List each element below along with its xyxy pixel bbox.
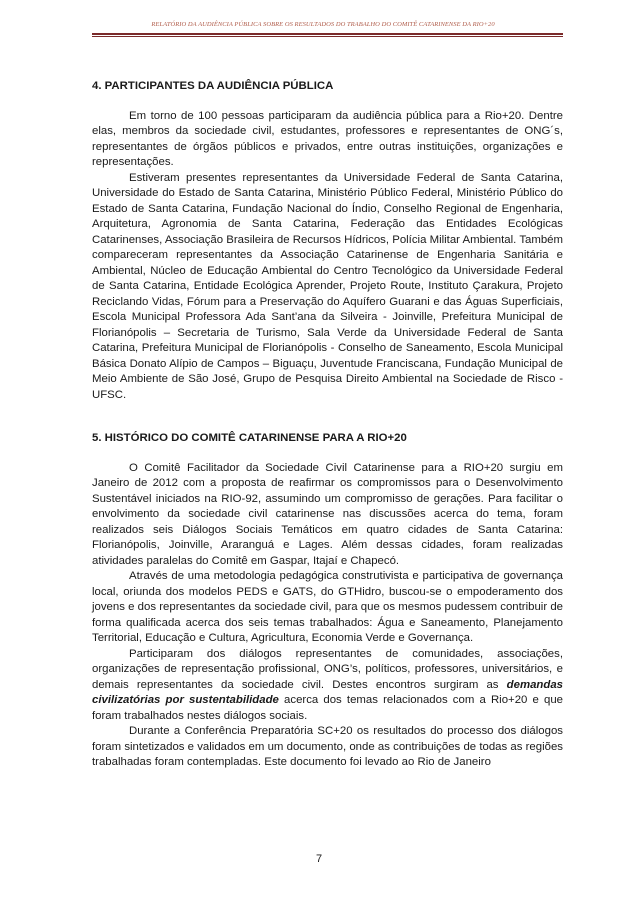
emphasized-phrase: demandas civilizatórias por sustentabilidade xyxy=(92,678,563,706)
section-4-paragraph-1: Em torno de 100 pessoas participaram da audiência pública para a Rio+20. Dentre elas, membros da sociedade civil, estudantes, professores e representantes de ONG´s, representantes de órgãos públicos e privados, entre outras instituições, organizações e representações. xyxy=(92,109,563,168)
section-4-paragraph-2: Estiveram presentes representantes da Universidade Federal de Santa Catarina, Universidade do Estado de Santa Catarina, Ministério Público Federal, Ministério Público do Estado de Santa Catarina, Fundação Nacional do Índio, Conselho Regional de Engenharia, Arquitetura, Agronomia de Santa Catarina, Federação das Entidades Ecológicas Catarinenses, Associação Brasileira de Recursos Hídricos, Polícia Militar Ambiental. Também compareceram representantes da Associação Catarinense de Engenharia Sanitária e Ambiental, Núcleo de Educação Ambiental do Centro Tecnológico da Universidade Federal de Santa Catarina, Entidade Ecológica Aprender, Projeto Route, Instituto Çarakura, Projeto Reciclando Vidas, Fórum para a Preservação do Aquífero Guarani e das Águas Superficiais, Escola Municipal Professora Ada Sant’ana da Silveira - Joinville, Prefeitura Municipal de Florianópolis – Secretaria de Turismo, Sala Verde da Universidade Federal de Santa Catarina, Prefeitura Municipal de Florianópolis - Conselho de Saneamento, Escola Municipal Básica Donato Alípio de Campos – Biguaçu, Juventude Franciscana, Fundação Municipal de Meio Ambiente de São José, Grupo de Pesquisa Direito Ambiental na Sociedade de Risco - UFSC. xyxy=(92,171,563,401)
page-number: 7 xyxy=(315,853,323,865)
paragraph-3-text-end: acerca dos temas relacionados com a Rio+20 e que foram trabalhados nestes diálogos sociais. xyxy=(92,694,563,722)
page-content xyxy=(92,62,563,771)
section-4-heading: 4. PARTICIPANTES DA AUDIÊNCIA PÚBLICA xyxy=(92,80,334,92)
section-5-paragraph-1: O Comitê Facilitador da Sociedade Civil Catarinense para a RIO+20 surgiu em Janeiro de 2012 com a proposta de reafirmar os compromissos para o Desenvolvimento Sustentável iniciados na RIO-92, assumindo um compromisso de gerações. Para facilitar o envolvimento da sociedade civil catarinense nas discussões acerca do tema, foram realizados seis Diálogos Sociais Temáticos em quatro cidades de Santa Catarina: Florianópolis, Joinville, Araranguá e Lages. Além dessas cidades, foram realizadas atividades paralelas do Comitê em Gaspar, Itajaí e Chapecó. xyxy=(92,461,563,567)
section-5-paragraph-4: Durante a Conferência Preparatória SC+20 os resultados do processo dos diálogos foram sintetizados e validados em um documento, onde as contribuições de todas as regiões trabalhadas foram contempladas. Este documento foi levado ao Rio de Janeiro xyxy=(92,725,563,768)
header-rule-thin xyxy=(92,36,563,37)
section-5-paragraph-2: Através de uma metodologia pedagógica construtivista e participativa de governança local, oriunda dos modelos PEDS e GATS, do GTHidro, buscou-se o empoderamento dos jovens e dos representantes da sociedade civil, para que os mesmos pudessem contribuir de forma qualificada acerca dos seis temas trabalhados: Água e Saneamento, Planejamento Territorial, Educação e Cultura, Agricultura, Economia Verde e Governança. xyxy=(92,570,563,644)
running-header: RELATÓRIO DA AUDIÊNCIA PÚBLICA SOBRE OS RESULTADOS DO TRABALHO DO COMITÊ CATARINENSE DA RIO+20 xyxy=(151,21,495,28)
section-5-heading: 5. HISTÓRICO DO COMITÊ CATARINENSE PARA A RIO+20 xyxy=(92,432,407,444)
header-rule-thick xyxy=(92,33,563,35)
paragraph-3-text-start: Participaram dos diálogos representantes de comunidades, associações, organizações de representação profissional, ONG’s, políticos, professores, universitários, e demais representantes da sociedade civil. Destes encontros surgiram as xyxy=(92,647,563,691)
section-5-paragraph-3 xyxy=(92,647,563,725)
